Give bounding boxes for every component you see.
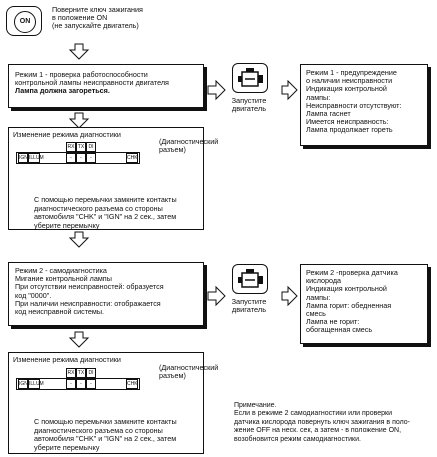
start-line: Поверните ключ зажигания	[52, 5, 143, 14]
diagnostic-connector	[16, 142, 140, 168]
note-title: Примечание.	[234, 402, 277, 409]
connector-pin: RX	[67, 144, 75, 150]
right-arrow-4	[282, 287, 297, 305]
mode1-line: Режим 1 - проверка работоспособности	[15, 70, 148, 79]
connector-label-line: (Диагностический	[159, 363, 219, 372]
connector-pin: -	[66, 153, 76, 163]
switch-instructions	[34, 196, 177, 230]
start-engine-label-2: Запустите двигатель	[231, 297, 267, 315]
mode1-check-box	[8, 64, 204, 108]
mode2-result-box	[300, 264, 428, 344]
connector-pin: -	[76, 153, 86, 163]
connector-pin: IGN	[19, 155, 28, 161]
mode2-line: При отсутствии неисправностей: образуется	[15, 282, 164, 292]
switch-title: Изменение режима диагностики	[13, 130, 121, 139]
start-instruction	[52, 6, 143, 31]
result2-line: Режим 2 -проверка датчика	[306, 268, 398, 277]
connector-label-line: (Диагностический	[159, 137, 219, 146]
instruction-line: диагностического разъема со стороны	[34, 203, 163, 213]
right-arrow-2	[282, 81, 297, 99]
connector-label-line: разъем)	[159, 145, 186, 155]
connector-label	[159, 364, 218, 380]
result1-line: Имеется неисправность:	[306, 117, 389, 127]
mode2-line: код неисправной системы.	[15, 307, 105, 317]
instruction-line: С помощью перемычки замкните контакты	[34, 195, 177, 204]
mode1-line: контрольной лампы неисправности двигателя	[15, 78, 169, 88]
connector-label-line: разъем)	[159, 371, 186, 381]
note-line: жение OFF на неск. сек, а затем - в положение ON,	[234, 427, 402, 435]
result1-line: о наличии неисправности	[306, 76, 393, 86]
start-line: в положение ON	[52, 13, 108, 23]
result1-line: Режим 1 - предупреждение	[306, 68, 397, 77]
instruction-line: диагностического разъема со стороны	[34, 425, 163, 435]
result1-line: Лампа продолжает гореть	[306, 125, 393, 135]
connector-pin: -	[86, 379, 96, 389]
mode2-line: Режим 2 - самодиагностика	[15, 266, 107, 275]
connector-pin: ILLUM	[29, 381, 44, 387]
down-arrow-1	[70, 44, 88, 59]
mode2-line: Мигание контрольной лампы	[15, 274, 112, 284]
instruction-line: уберите перемычку	[34, 442, 100, 452]
connector-pin: TX	[77, 144, 85, 150]
note	[234, 402, 410, 444]
note-line: датчика кислорода повернуть ключ зажигания в поло-	[234, 418, 410, 426]
start-engine-label-1: Запустите двигатель	[231, 96, 267, 114]
result1-line: Неисправности отсутствуют:	[306, 100, 402, 110]
start-line: (не запускайте двигатель)	[52, 21, 139, 31]
engine-icon	[232, 63, 268, 93]
connector-pin: RX	[67, 370, 75, 376]
down-arrow-4	[70, 332, 88, 347]
connector-pin: -	[76, 379, 86, 389]
right-arrow-1	[208, 81, 225, 99]
connector-pin: DI	[86, 142, 96, 152]
connector-pin: IGN	[19, 381, 28, 387]
diagnostic-connector	[16, 368, 140, 394]
connector-pin: CHK	[127, 381, 138, 387]
down-arrow-2	[70, 113, 88, 128]
result2-line: Лампа не горит:	[306, 317, 360, 327]
mode2-line: При наличии неисправности: отображается	[15, 298, 161, 308]
connector-pin: -	[86, 153, 96, 163]
instruction-line: автомобиля "CHK" и "IGN" на 2 сек., затем	[34, 212, 177, 222]
key-on-label: ON	[14, 11, 36, 33]
instruction-line: С помощью перемычки замкните контакты	[34, 417, 177, 426]
result2-line: кислорода	[306, 276, 342, 286]
mode2-line: код "0000".	[15, 290, 52, 300]
result1-line: лампы:	[306, 92, 331, 102]
result2-line: обогащенная смесь	[306, 325, 373, 335]
connector-pin: -	[66, 379, 76, 389]
connector-pin: ILLUM	[29, 155, 44, 161]
note-line: возобновится режим самодиагностики.	[234, 435, 361, 443]
instruction-line: уберите перемычку	[34, 220, 100, 230]
result1-line: Индикация контрольной	[306, 84, 387, 94]
down-arrow-3	[70, 232, 88, 247]
result2-line: Индикация контрольной	[306, 284, 387, 294]
engine-icon	[232, 264, 268, 294]
switch-title: Изменение режима диагностики	[13, 355, 121, 364]
result1-line: Лампа гаснет	[306, 109, 351, 119]
connector-pin: TX	[77, 370, 85, 376]
ignition-key-icon	[6, 6, 42, 36]
result2-line: Лампа горит: обедненная	[306, 300, 392, 310]
switch-instructions	[34, 418, 177, 452]
connector-pin: CHK	[127, 155, 138, 161]
connector-label	[159, 138, 218, 154]
instruction-line: автомобиля "CHK" и "IGN" на 2 сек., затем	[34, 434, 177, 444]
result2-line: смесь	[306, 309, 326, 319]
result2-line: лампы:	[306, 292, 331, 302]
mode2-box	[8, 262, 204, 326]
mode1-result-box	[300, 64, 428, 146]
connector-pin: DI	[86, 368, 96, 378]
mode1-bold: Лампа должна загореться.	[15, 86, 110, 96]
right-arrow-3	[208, 287, 225, 305]
note-line: Если в режиме 2 самодиагностики или проверки	[234, 410, 392, 418]
